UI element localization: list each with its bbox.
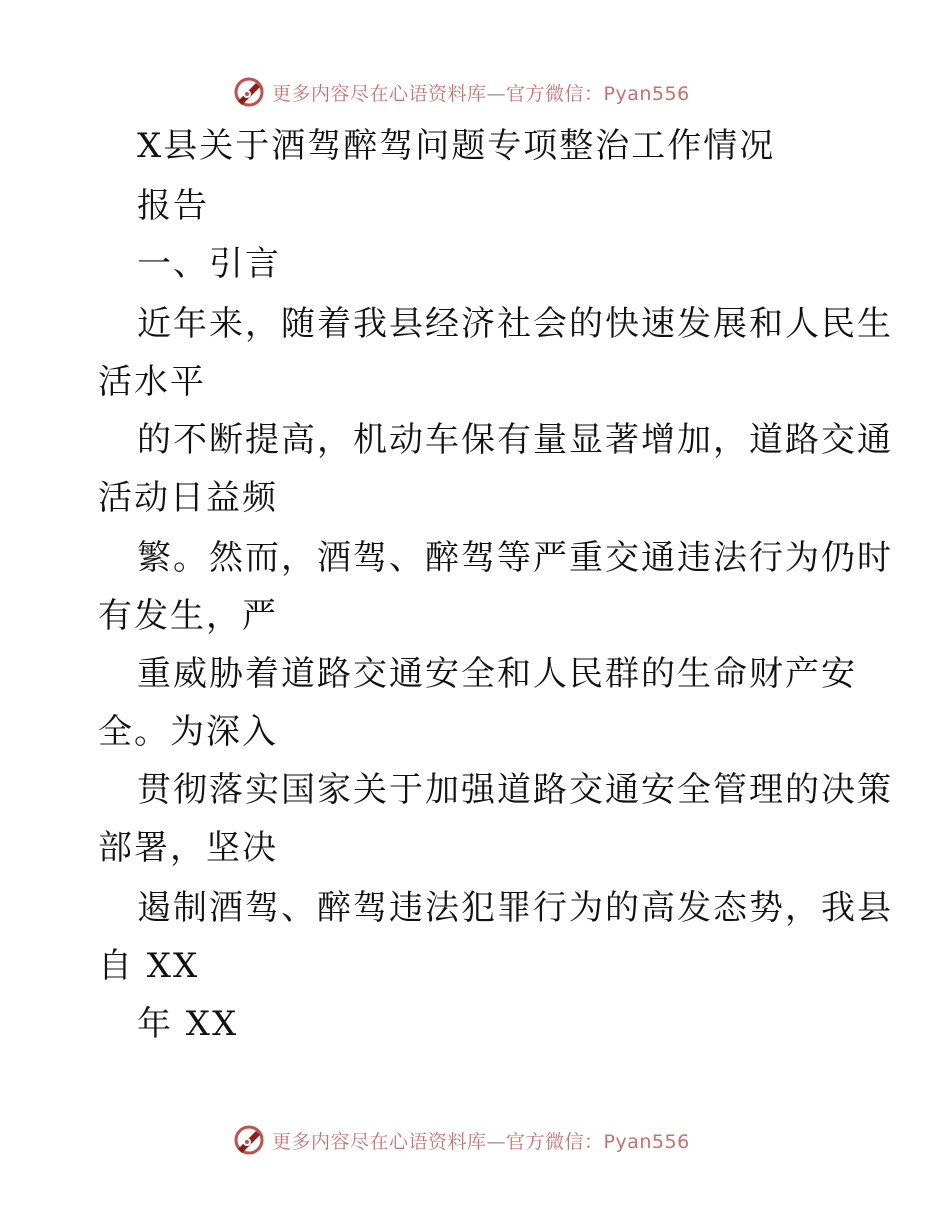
body-line: 年 XX [137,1004,239,1044]
body-line: 活水平 [98,362,206,402]
watermark-wechat-id: Pyan556 [603,1130,690,1153]
body-line: 繁。然而，酒驾、醉驾等严重交通违法行为仍时 [137,538,893,578]
watermark-main: 更多内容尽在心语资料库 [272,82,487,105]
footer-watermark [0,1120,950,1160]
document-title: X县关于酒驾醉驾问题专项整治工作情况 [137,126,776,166]
body-line: 的不断提高，机动车保有量显著增加，道路交通 [137,420,893,460]
brand-logo-icon [232,75,266,109]
body-line: 自 XX [98,946,200,986]
watermark-text [272,79,690,106]
watermark-separator: — [486,82,507,105]
section-heading: 一、引言 [137,244,281,284]
watermark-separator: — [486,1130,507,1153]
brand-logo-icon [232,1123,266,1157]
body-line: 贯彻落实国家关于加强道路交通安全管理的决策 [137,770,893,810]
watermark-main: 更多内容尽在心语资料库 [272,1130,487,1153]
body-line: 有发生，严 [98,596,278,636]
watermark-text [272,1127,690,1154]
watermark-wechat-id: Pyan556 [603,82,690,105]
body-line: 部署，坚决 [98,828,278,868]
body-line: 近年来，随着我县经济社会的快速发展和人民生 [137,304,893,344]
header-watermark [0,72,950,112]
document-title-cont: 报告 [137,186,209,226]
watermark-wechat-label: 官方微信： [506,82,604,105]
body-line: 遏制酒驾、醉驾违法犯罪行为的高发态势，我县 [137,888,893,928]
body-line: 全。为深入 [98,712,278,752]
watermark-wechat-label: 官方微信： [506,1130,604,1153]
body-line: 活动日益频 [98,478,278,518]
body-line: 重威胁着道路交通安全和人民群的生命财产安 [137,654,857,694]
